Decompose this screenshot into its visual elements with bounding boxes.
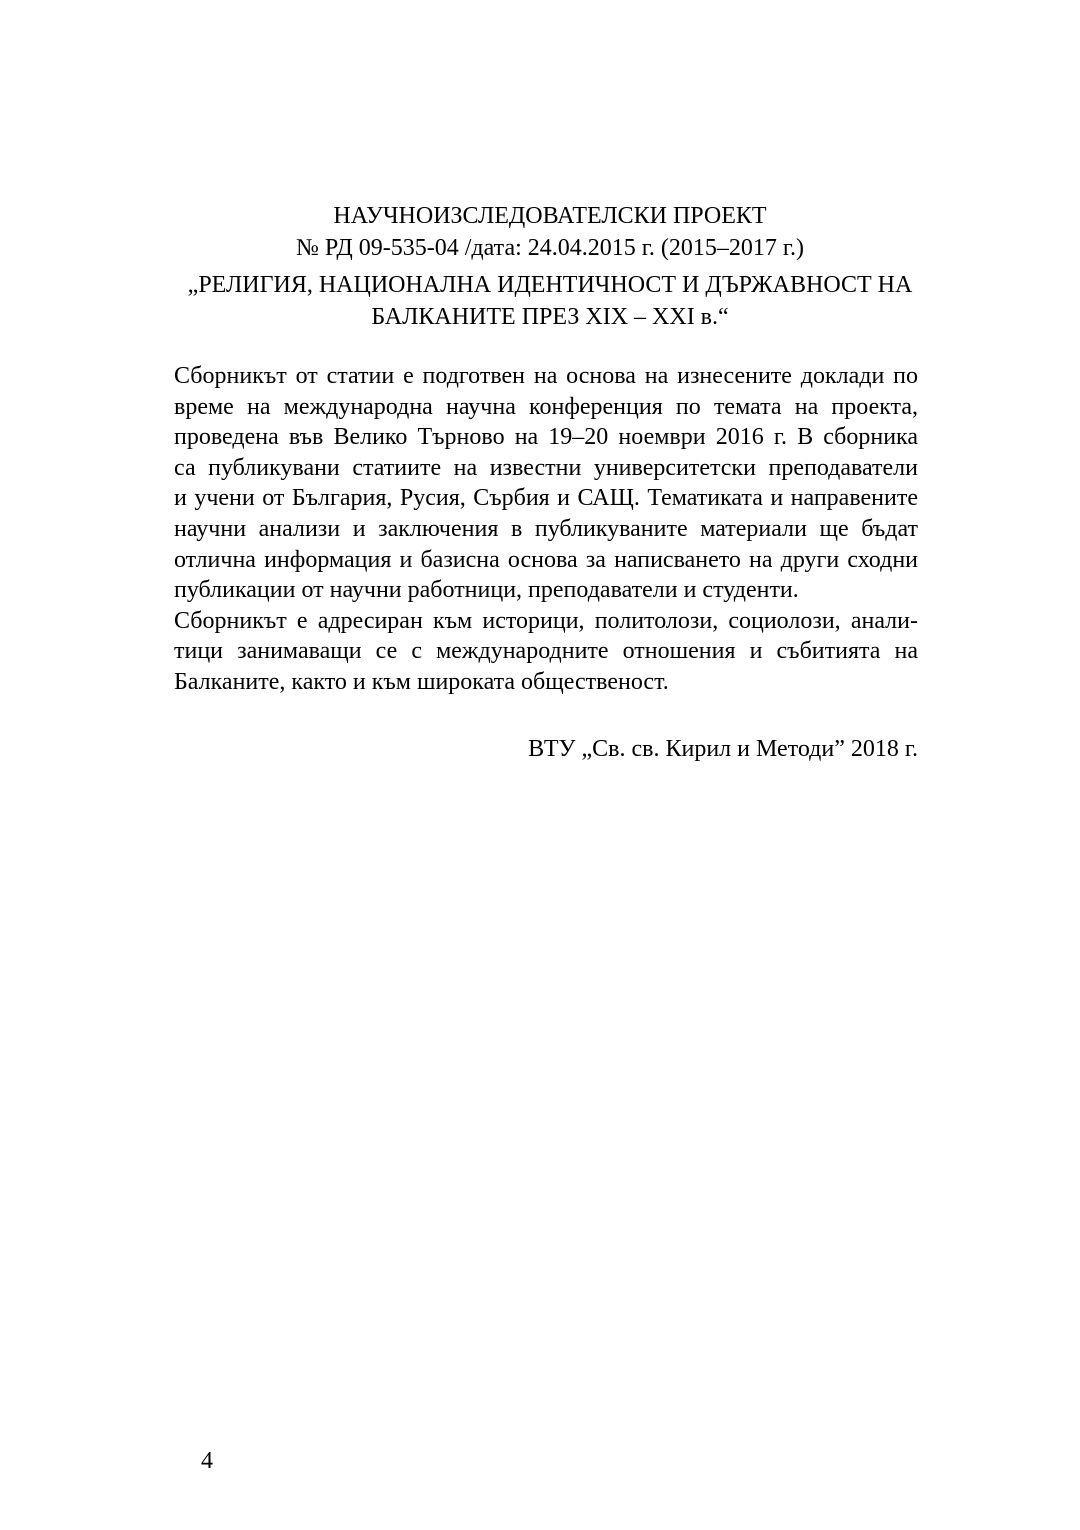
abstract-line: и учени от България, Русия, Сърбия и САЩ. Тематиката и направените: [174, 485, 918, 512]
project-number: № РД 09-535-04 /дата: 24.04.2015 г. (2015–2017 г.): [295, 235, 805, 261]
project-header: [140, 200, 960, 333]
project-type: НАУЧНОИЗСЛЕДОВАТЕЛСКИ ПРОЕКТ: [333, 203, 767, 229]
abstract-line: тици занимаващи се с международните отношения и събитията на: [174, 638, 918, 665]
abstract-line: Сборникът от статии е подготвен на основа на изнесените доклади по: [174, 363, 918, 389]
abstract-line: отлична информация и базисна основа за написването на други сходни: [174, 546, 918, 573]
page-number: 4: [201, 1448, 213, 1474]
publisher-line: ВТУ „Св. св. Кирил и Методи” 2018 г.: [528, 736, 918, 762]
abstract-paragraph: [174, 361, 918, 698]
abstract-line: публикации от научни работници, преподаватели и студенти.: [174, 577, 799, 604]
project-title-line-2: БАЛКАНИТЕ ПРЕЗ XIX – XXI в.“: [371, 304, 729, 330]
abstract-line: време на международна научна конференция по темата на проекта,: [174, 393, 918, 420]
abstract-line: научни анализи и заключения в публикуваните материали ще бъдат: [174, 515, 918, 542]
abstract-line: Балканите, както и към широката общественост.: [174, 668, 669, 695]
project-title-line-1: „РЕЛИГИЯ, НАЦИОНАЛНА ИДЕНТИЧНОСТ И ДЪРЖАВНОСТ НА: [187, 272, 913, 298]
abstract-line: проведена във Велико Търново на 19–20 ноември 2016 г. В сборника: [174, 424, 918, 451]
abstract-line: са публикувани статиите на известни университетски преподаватели: [174, 454, 918, 481]
abstract-line: Сборникът е адресиран към историци, политолози, социолози, анали-: [174, 607, 918, 634]
